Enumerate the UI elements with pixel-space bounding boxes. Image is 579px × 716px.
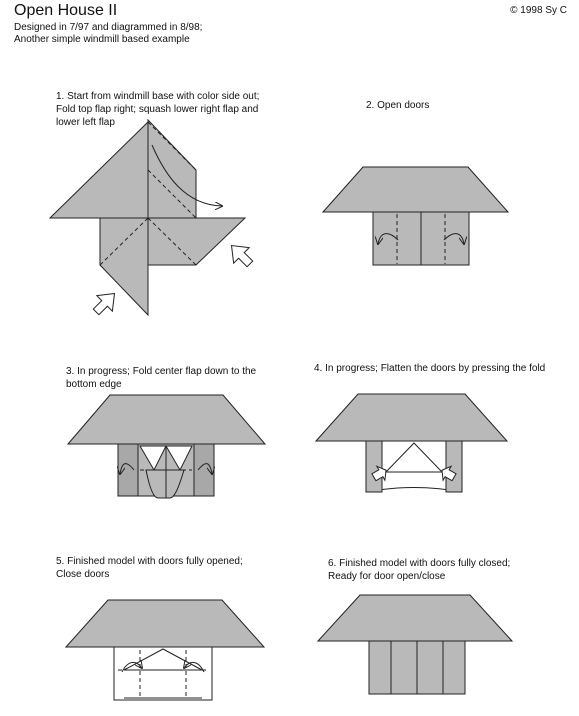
subtitle-line-2: Another simple windmill based example	[14, 34, 190, 45]
house-roof	[68, 395, 265, 444]
house-roof	[316, 394, 507, 441]
step-4-caption: 4. In progress; Flatten the doors by pressing the fold	[314, 363, 546, 374]
step-3-caption: 3. In progress; Fold center flap down to the bottom edge	[66, 366, 257, 390]
step-3-house-diagram	[68, 395, 265, 498]
windmill-left-flap	[50, 122, 148, 218]
step-5-house-diagram	[66, 600, 264, 700]
step-2-caption: 2. Open doors	[366, 100, 430, 111]
step-6-house-diagram	[318, 595, 512, 694]
step-4-house-diagram	[316, 394, 507, 492]
squash-arrow-right-icon	[224, 238, 258, 272]
step-5-caption: 5. Finished model with doors fully opened; Close doors	[56, 556, 243, 580]
house-roof	[66, 600, 264, 647]
step-1-windmill-diagram	[50, 120, 258, 320]
page-title: Open House II	[14, 2, 118, 19]
squash-arrow-left-icon	[88, 286, 122, 320]
windmill-right-flap	[148, 218, 245, 265]
step-6-caption: 6. Finished model with doors fully closed; Ready for door open/close	[328, 558, 511, 582]
step-2-house-diagram	[323, 167, 508, 265]
windmill-top-flap	[148, 120, 196, 218]
step-1-caption: 1. Start from windmill base with color side out; Fold top flap right; squash lower right flap and lower left flap	[56, 91, 260, 128]
house-roof	[323, 167, 508, 212]
subtitle-line-1: Designed in 7/97 and diagrammed in 8/98;	[14, 22, 203, 33]
house-roof	[318, 595, 512, 641]
copyright: © 1998 Sy C	[510, 5, 567, 16]
